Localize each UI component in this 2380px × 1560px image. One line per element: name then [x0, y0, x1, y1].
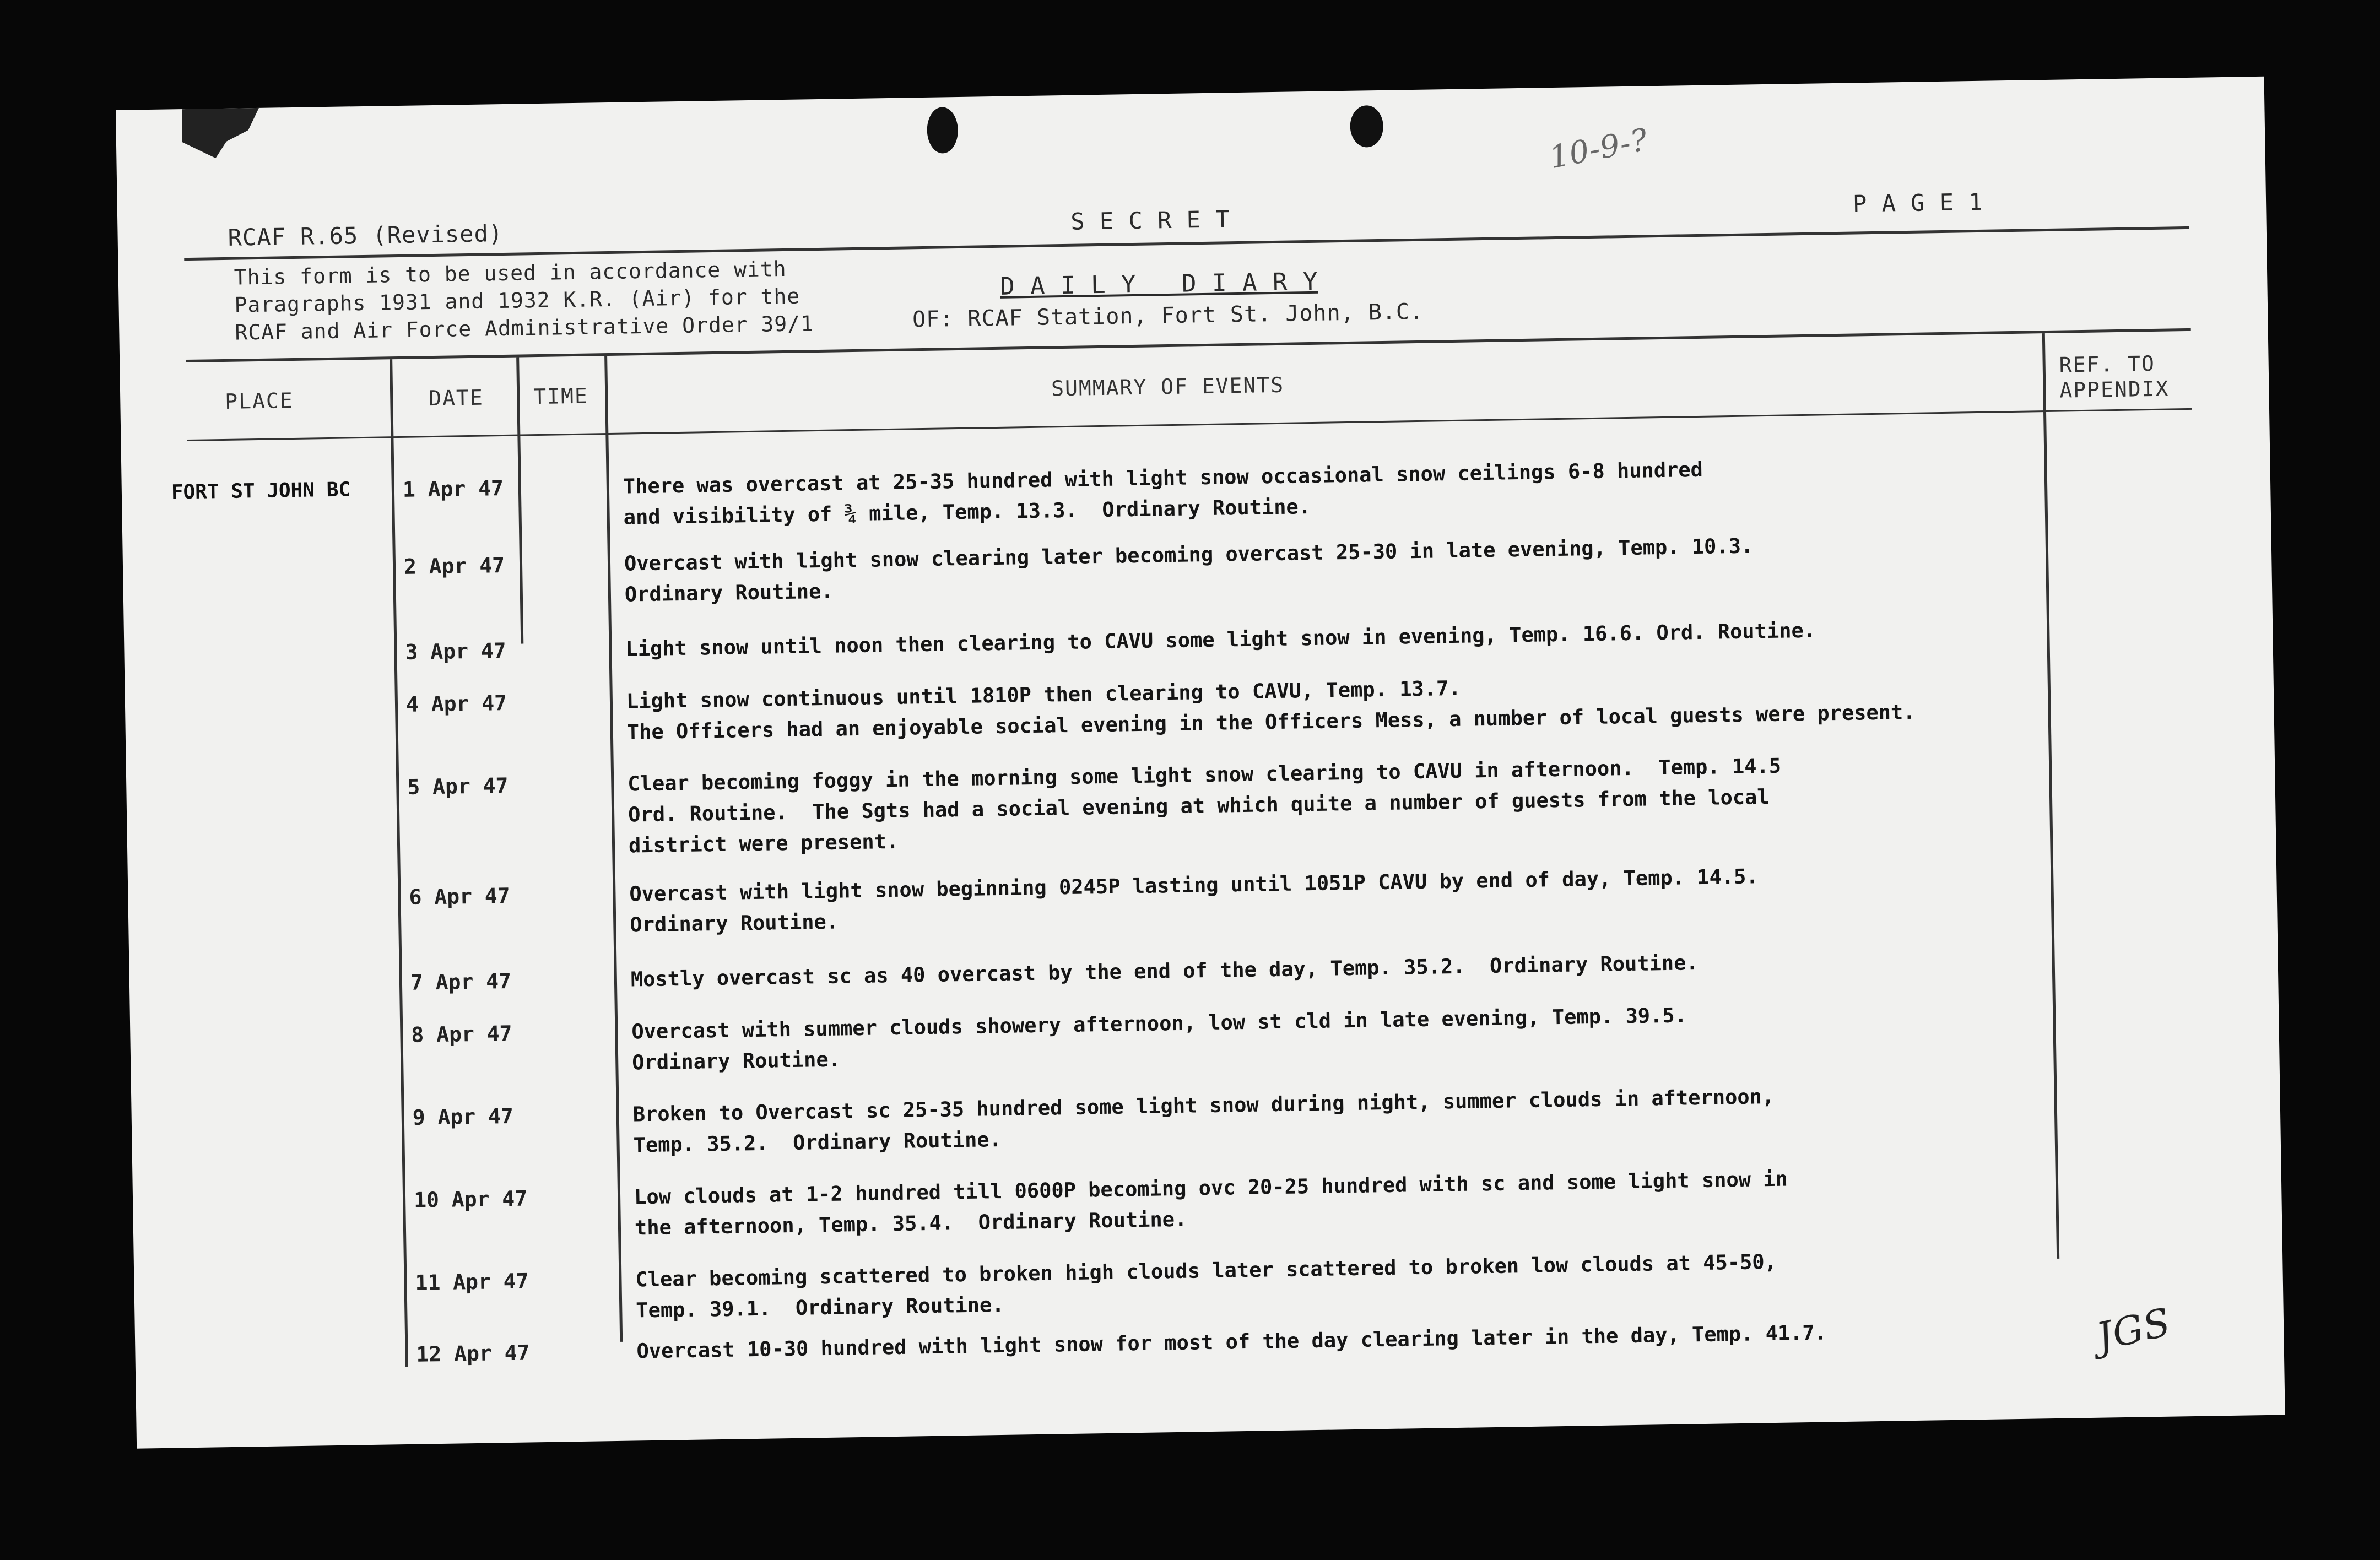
column-divider: [604, 356, 623, 1342]
column-header-date: DATE: [428, 385, 484, 411]
entry-date: 12 Apr 47: [416, 1340, 530, 1367]
instruction-line: This form is to be used in accordance with: [234, 256, 787, 290]
instruction-line: Paragraphs 1931 and 1932 K.R. (Air) for the: [234, 284, 800, 317]
entry-summary: Mostly overcast sc as 40 overcast by the end of the day, Temp. 35.2. Ordinary Routine.: [630, 951, 1699, 992]
diary-page: [116, 77, 2285, 1449]
column-header-time: TIME: [533, 383, 589, 409]
entry-summary: Overcast with summer clouds showery afternoon, low st cld in late evening, Temp. 39.5. Ordinary Routine.: [631, 1003, 1687, 1075]
entry-date: 8 Apr 47: [411, 1021, 512, 1047]
column-header-summary: SUMMARY OF EVENTS: [1051, 372, 1285, 401]
column-header-appendix: REF. TO APPENDIX: [2059, 351, 2170, 403]
column-divider: [390, 359, 408, 1367]
entry-date: 2 Apr 47: [403, 553, 505, 579]
entry-summary: Clear becoming scattered to broken high clouds later scattered to broken low clouds at 45-50, Temp. 39.1. Ordinary Routine.: [635, 1249, 1777, 1323]
table-header-rule: [187, 408, 2192, 441]
instruction-line: RCAF and Air Force Administrative Order 39/1: [235, 311, 814, 345]
station-name: OF: RCAF Station, Fort St. John, B.C.: [912, 299, 1424, 333]
entry-date: 5 Apr 47: [407, 773, 509, 799]
entry-date: 7 Apr 47: [410, 968, 512, 995]
entry-summary: There was overcast at 25-35 hundred with light snow occasional snow ceilings 6-8 hundred and visibility of ¾ mile, Temp. 13.3. Ordinary Routine.: [623, 457, 1703, 529]
column-header-place: PLACE: [224, 388, 294, 414]
diary-title: D A I L Y D I A R Y: [999, 267, 1318, 301]
entry-date: 10 Apr 47: [413, 1186, 528, 1212]
entry-date: 1 Apr 47: [402, 476, 504, 502]
entry-summary: Light snow continuous until 1810P then clearing to CAVU, Temp. 13.7. The Officers had an enjoyable social evening in the Officers Mess, a number of local guests were present.: [626, 676, 1916, 744]
entry-date: 4 Apr 47: [405, 690, 507, 717]
entry-summary: Light snow until noon then clearing to CAVU some light snow in evening, Temp. 16.6. Ord. Routine.: [625, 618, 1816, 661]
entry-date: 9 Apr 47: [412, 1103, 514, 1130]
punch-hole-mark: [920, 102, 965, 164]
classification: S E C R E T: [1070, 205, 1230, 235]
punch-hole-mark: [1344, 101, 1389, 162]
handwritten-signature: JGS: [2092, 1299, 2175, 1360]
torn-corner-mark: [182, 108, 259, 159]
entry-summary: Broken to Overcast sc 25-35 hundred some light snow during night, summer clouds in afternoon, Temp. 35.2. Ordinary Routine.: [632, 1084, 1775, 1157]
handwritten-reference: 10-9-?: [1546, 122, 1651, 176]
page-number: P A G E 1: [1852, 188, 1983, 218]
entry-date: 6 Apr 47: [409, 883, 510, 909]
entry-summary: Overcast with light snow beginning 0245P lasting until 1051P CAVU by end of day, Temp. 14.5. Ordinary Routine.: [629, 864, 1759, 937]
entry-date: 11 Apr 47: [415, 1269, 529, 1295]
place-value: FORT ST JOHN BC: [171, 478, 351, 504]
entry-summary: Clear becoming foggy in the morning some light snow clearing to CAVU in afternoon. Temp. 14.5 Ord. Routine. The Sgts had a social evening at which quite a number of guests from the local district were present.: [627, 754, 1782, 858]
entry-summary: Overcast 10-30 hundred with light snow for most of the day clearing later in the day, Temp. 41.7.: [636, 1320, 1827, 1363]
form-number: RCAF R.65 (Revised): [228, 219, 504, 251]
entry-date: 3 Apr 47: [405, 638, 506, 664]
entry-summary: Low clouds at 1-2 hundred till 0600P becoming ovc 20-25 hundred with sc and some light snow in the afternoon, Temp. 35.4. Ordinary Routine.: [634, 1167, 1788, 1240]
entry-summary: Overcast with light snow clearing later becoming overcast 25-30 in late evening, Temp. 10.3. Ordinary Routine.: [624, 534, 1754, 606]
column-divider: [516, 358, 523, 644]
